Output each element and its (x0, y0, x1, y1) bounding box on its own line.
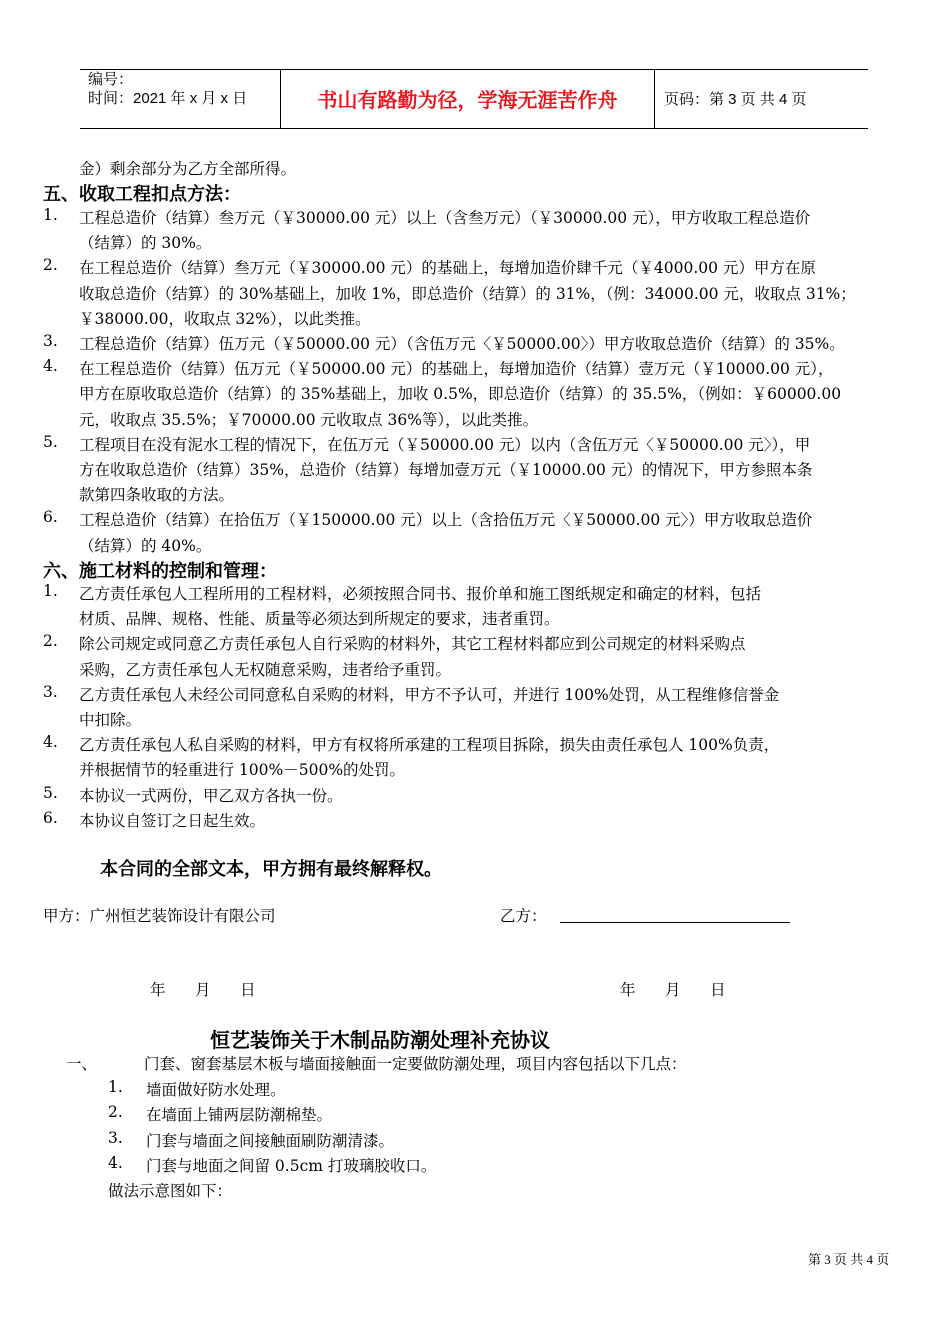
list-item-text: 工程项目在没有泥水工程的情况下，在伍万元（￥50000.00 元）以内（含伍万元〈￥50000.00 元〉），甲 (79, 435, 811, 454)
list-item-number: 1. (43, 206, 58, 224)
supplement-title: 恒艺装饰关于木制品防潮处理补充协议 (210, 1028, 550, 1052)
header-bottom-rule (80, 128, 868, 129)
list-item-text: 乙方责任承包人工程所用的工程材料，必须按照合同书、报价单和施工图纸规定和确定的材料，包括 (79, 585, 762, 603)
party-a: 甲方：广州恒艺装饰设计有限公司 (43, 907, 276, 925)
supplement-intro-text: 门套、窗套基层木板与墙面接触面一定要做防潮处理，项目内容包括以下几点： (144, 1055, 687, 1073)
list-item-text: 款第四条收取的方法。 (79, 486, 235, 505)
party-b-date: 年 月 日 (620, 981, 726, 999)
section-6-title: 六、施工材料的控制和管理： (43, 561, 277, 582)
header-divider (654, 69, 655, 128)
list-item-text: （结算）的 40%。 (79, 536, 212, 555)
list-item-number: 3. (43, 682, 58, 701)
list-item-number: 4. (43, 357, 58, 376)
header-page-label: 页码：第 3 页 共 4 页 (664, 91, 807, 108)
list-item-number: 6. (43, 808, 58, 827)
list-item-number: 3. (43, 332, 58, 350)
supplement-item-text: 墙面做好防水处理。 (146, 1081, 286, 1099)
final-statement: 本合同的全部文本，甲方拥有最终解释权。 (100, 859, 442, 880)
list-item-number: 2. (43, 256, 58, 275)
list-item-text: 采购，乙方责任承包人无权随意采购，违者给予重罚。 (79, 660, 452, 679)
list-item-number: 5. (43, 783, 58, 802)
list-item-text: 工程总造价（结算）叁万元（￥30000.00 元）以上（含叁万元）（￥30000.00 元），甲方收取工程总造价 (79, 209, 811, 227)
header-motto: 书山有路勤为径，学海无涯苦作舟 (317, 88, 618, 112)
list-item-text: 甲方在原收取总造价（结算）的 35%基础上，加收 0.5%，即总造价（结算）的 35.5%，（例如：￥60000.00 (79, 385, 842, 404)
list-item-text: 乙方责任承包人私自采购的材料，甲方有权将所承建的工程项目拆除，损失由责任承包人 100%负责， (79, 736, 780, 755)
list-item-text: 乙方责任承包人未经公司同意私自采购的材料，甲方不予认可，并进行 100%处罚，从工程维修信誉金 (79, 685, 780, 704)
list-item-text: 除公司规定或同意乙方责任承包人自行采购的材料外，其它工程材料都应到公司规定的材料采购点 (79, 635, 746, 654)
party-a-date: 年 月 日 (150, 981, 256, 999)
list-item-text: 中扣除。 (79, 711, 142, 729)
supplement-item-text: 门套与墙面之间接触面刷防潮清漆。 (146, 1131, 395, 1150)
doc-date-label: 时间：2021 年 x 月 x 日 (88, 90, 248, 107)
party-b-signature-line (560, 922, 790, 923)
list-item-number: 1. (43, 582, 58, 600)
list-item-text: 本协议一式两份，甲乙双方各执一份。 (79, 786, 343, 805)
list-item-text: ￥38000.00，收取点 32%），以此类推。 (79, 309, 371, 328)
supplement-item-number: 3. (108, 1128, 123, 1147)
diagram-caption: 做法示意图如下： (108, 1182, 233, 1200)
party-b: 乙方： (500, 907, 547, 925)
supplement-item-text: 门套与地面之间留 0.5cm 打玻璃胶收口。 (146, 1156, 437, 1175)
list-item-text: 在工程总造价（结算）伍万元（￥50000.00 元）的基础上，每增加造价（结算）壹万元（￥10000.00 元）， (79, 360, 834, 379)
supplement-item-number: 1. (108, 1078, 123, 1096)
list-item-text: 工程总造价（结算）伍万元（￥50000.00 元）（含伍万元〈￥50000.00〉）甲方收取总造价（结算）的 35%。 (79, 335, 845, 353)
doc-number-label: 编号： (88, 71, 134, 88)
list-item-number: 5. (43, 432, 58, 451)
page-footer: 第 3 页 共 4 页 (808, 1252, 890, 1267)
supplement-item-number: 4. (108, 1153, 123, 1172)
list-item-text: 方在收取总造价（结算）35%，总造价（结算）每增加壹万元（￥10000.00 元）的情况下，甲方参照本条 (79, 461, 813, 479)
supplement-intro-num: 一、 (66, 1055, 98, 1073)
list-item-number: 2. (43, 632, 58, 651)
list-item-text: （结算）的 30%。 (79, 234, 212, 253)
list-item-text: 本协议自签订之日起生效。 (79, 811, 266, 830)
continued-text: 金）剩余部分为乙方全部所得。 (79, 160, 297, 178)
list-item-text: 在工程总造价（结算）叁万元（￥30000.00 元）的基础上，每增加造价肆千元（￥4000.00 元）甲方在原 (79, 259, 816, 278)
list-item-text: 材质、品牌、规格、性能、质量等必须达到所规定的要求，违者重罚。 (79, 610, 560, 629)
list-item-number: 4. (43, 733, 58, 752)
header-left (88, 70, 247, 108)
list-item-text: 并根据情节的轻重进行 100%－500%的处罚。 (79, 761, 406, 780)
list-item-text: 元，收取点 35.5%；￥70000.00 元收取点 36%等），以此类推。 (79, 410, 539, 429)
list-item-text: 收取总造价（结算）的 30%基础上，加收 1%，即总造价（结算）的 31%，（例：34000.00 元，收取点 31%； (79, 284, 856, 303)
supplement-item-text: 在墙面上铺两层防潮棉垫。 (146, 1106, 333, 1125)
list-item-text: 工程总造价（结算）在拾伍万（￥150000.00 元）以上（含拾伍万元〈￥50000.00 元〉）甲方收取总造价 (79, 511, 813, 530)
supplement-item-number: 2. (108, 1103, 123, 1122)
list-item-number: 6. (43, 508, 58, 527)
section-5-title: 五、收取工程扣点方法： (43, 184, 241, 205)
